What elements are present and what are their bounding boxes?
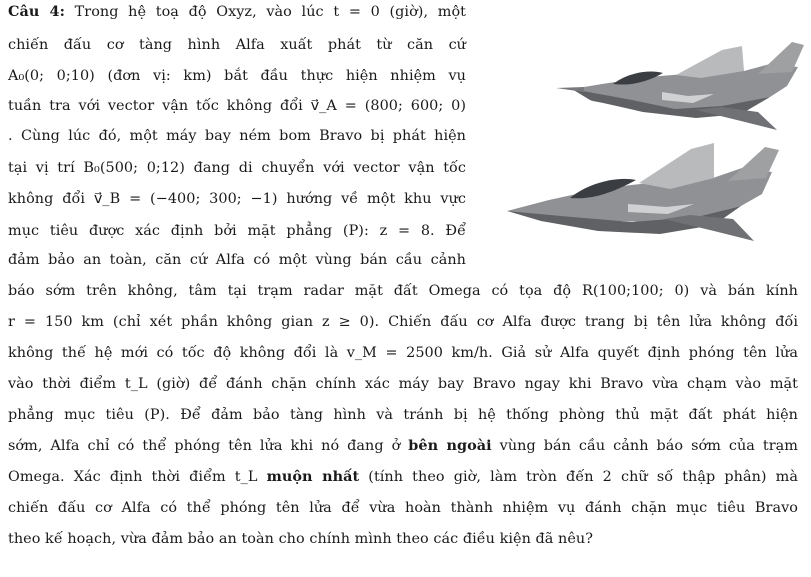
question-line-10: báo sớm trên không, tâm tại trạm radar mặt đất Omega có tọa độ R(100;100; 0) và bán kính [8, 283, 798, 299]
emphasis-text: bên ngoài [408, 437, 492, 454]
question-line-8: mục tiêu được xác định bởi mặt phẳng (P): z = 8. Để [8, 223, 466, 239]
question-line-3: A₀(0; 0;10) (đơn vị: km) bắt đầu thực hiện nhiệm vụ [8, 68, 466, 84]
question-line-12: không thế hệ mới có tốc độ không đổi là v_M = 2500 km/h. Giả sử Alfa quyết định phóng tên lửa [8, 345, 798, 361]
question-line-13: vào thời điểm t_L (giờ) để đánh chặn chính xác máy bay Bravo ngay khi Bravo vừa chạm vào mặt [8, 376, 798, 392]
question-line-14: phẳng mục tiêu (P). Để đảm bảo tàng hình và tránh bị hệ thống phòng thủ mặt đất phát hiện [8, 407, 798, 423]
question-line-1: Câu 4: Trong hệ toạ độ Oxyz, vào lúc t = 0 (giờ), một [8, 3, 466, 20]
question-line-6: tại vị trí B₀(500; 0;12) đang di chuyển với vector vận tốc [8, 160, 466, 176]
question-line-11: r = 150 km (chỉ xét phần không gian z ≥ 0). Chiến đấu cơ Alfa được trang bị tên lửa không đối [8, 314, 798, 330]
emphasis-text: muộn nhất [266, 468, 360, 485]
question-line-15: sớm, Alfa chỉ có thể phóng tên lửa khi nó đang ở bên ngoài vùng bán cầu cảnh báo sớm của trạm [8, 437, 798, 454]
question-line-17: chiến đấu cơ Alfa có thể phóng tên lửa để vừa hoàn thành nhiệm vụ đánh chặn mục tiêu Bravo [8, 500, 798, 516]
question-line-4: tuần tra với vector vận tốc không đổi v⃗_A = (800; 600; 0) [8, 98, 466, 114]
fighter-jets-illustration [500, 30, 805, 245]
question-line-2: chiến đấu cơ tàng hình Alfa xuất phát từ căn cứ [8, 37, 466, 53]
question-line-7: không đổi v⃗_B = (−400; 300; −1) hướng về một khu vực [8, 191, 466, 207]
question-line-9: đảm bảo an toàn, căn cứ Alfa có một vùng bán cầu cảnh [8, 252, 466, 268]
question-number: Câu 4: [8, 3, 65, 20]
question-line-5: . Cùng lúc đó, một máy bay ném bom Bravo bị phát hiện [8, 128, 466, 144]
fighter-jet-lower [507, 143, 779, 241]
fighter-jet-upper [556, 42, 804, 130]
question-line-16: Omega. Xác định thời điểm t_L muộn nhất (tính theo giờ, làm tròn đến 2 chữ số thập phân) mà [8, 468, 798, 485]
question-line-18: theo kế hoạch, vừa đảm bảo an toàn cho chính mình theo các điều kiện đã nêu? [8, 531, 593, 547]
